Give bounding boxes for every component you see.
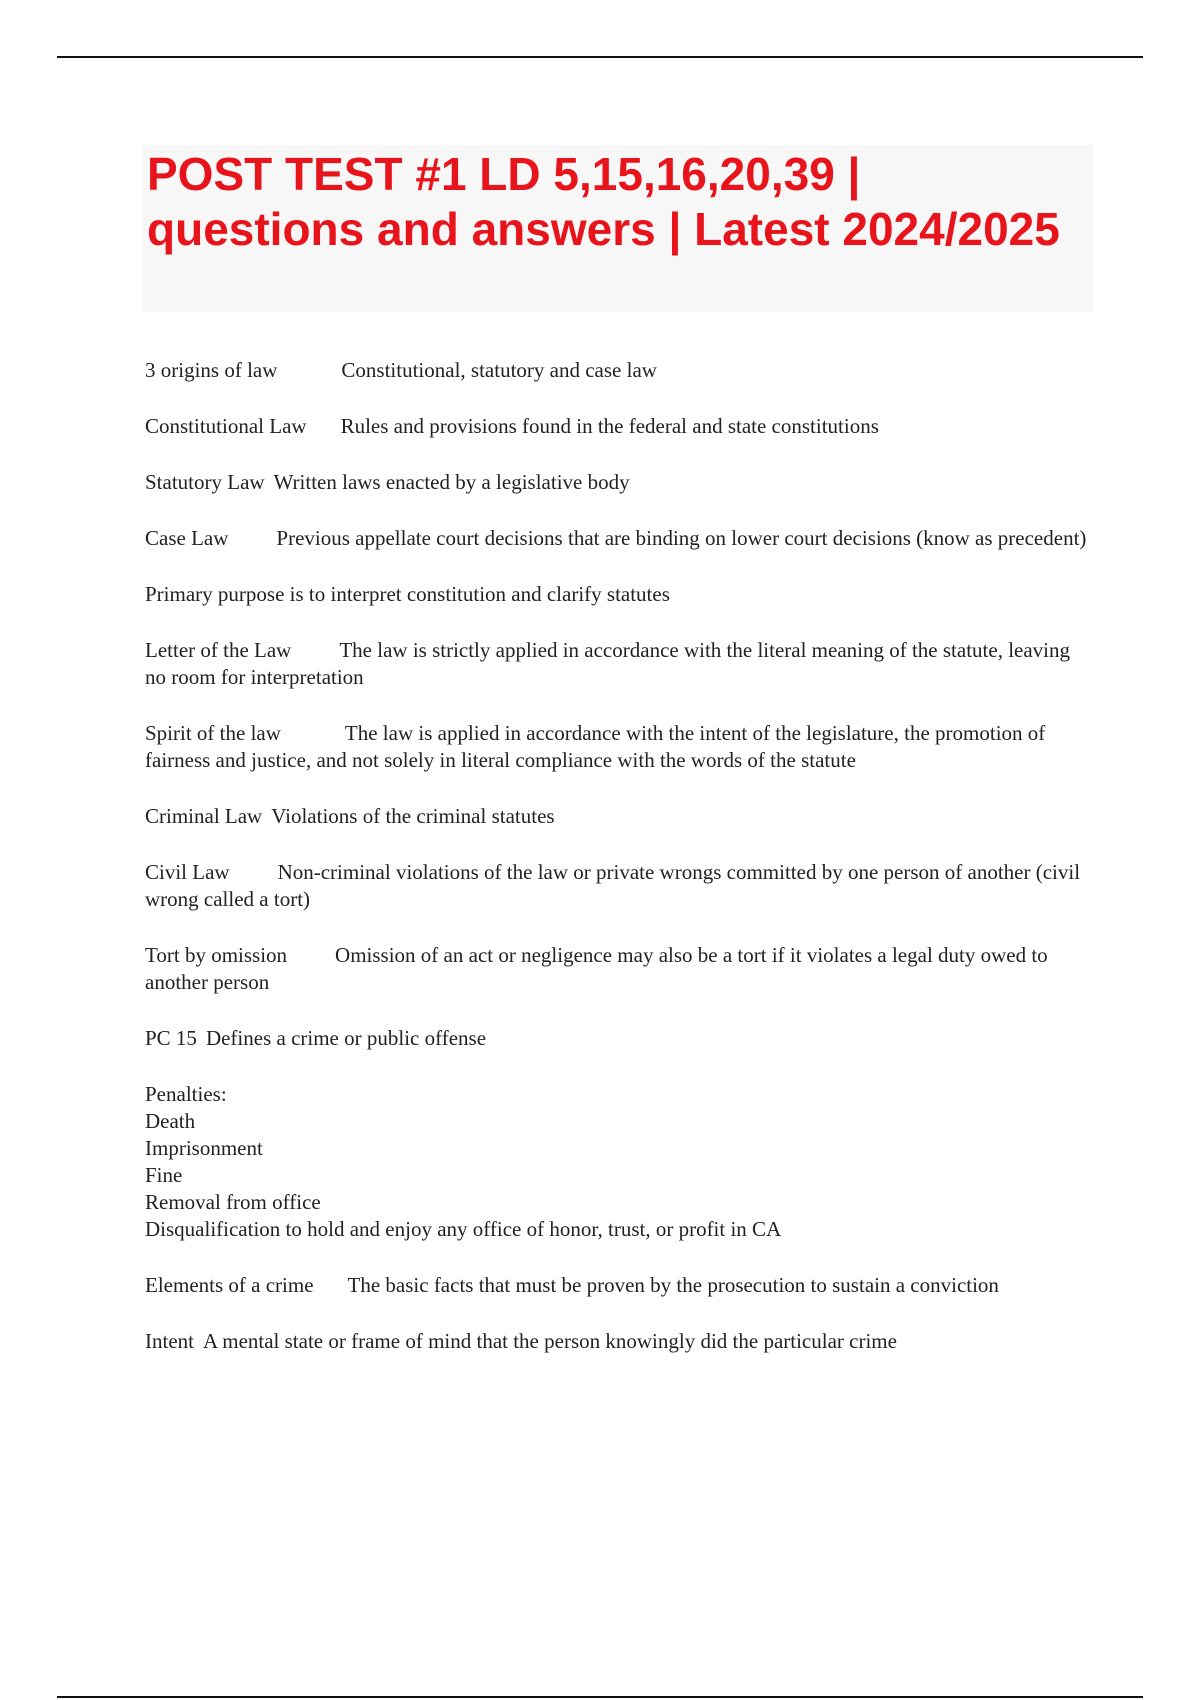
qa-entry [145,413,1095,440]
entry-definition: Violations of the criminal statutes [271,804,555,828]
entry-term: Case Law [145,526,229,550]
qa-content [145,357,1095,1384]
penalties-heading: Penalties: [145,1082,227,1106]
qa-entry [145,1272,1095,1299]
entry-definition: Previous appellate court decisions that are binding on lower court decisions (know as precedent) [276,526,1087,550]
entry-term: Constitutional Law [145,414,307,438]
qa-entry [145,859,1095,913]
bottom-rule [57,1696,1143,1698]
entry-term: Statutory Law [145,470,265,494]
entry-term: Civil Law [145,860,230,884]
entry-term: 3 origins of law [145,358,278,382]
qa-entry [145,720,1095,774]
qa-entry [145,581,1095,608]
qa-entry [145,525,1095,552]
entry-term: Tort by omission [145,943,288,967]
entry-definition: Defines a crime or public offense [205,1026,487,1050]
entry-definition: The law is applied in accordance with the intent of the legislature, the promotion of fairness and justice, and not solely in literal compliance with the words of the statute [145,721,1046,772]
title-box [143,145,1093,312]
entry-definition: Non-criminal violations of the law or private wrongs committed by one person of another (civil wrong called a tort) [145,860,1081,911]
penalty-item: Removal from office [145,1190,321,1214]
qa-entry [145,357,1095,384]
entry-term: Intent [145,1329,194,1353]
entry-term: Spirit of the law [145,721,281,745]
penalty-item: Imprisonment [145,1136,263,1160]
penalty-item: Disqualification to hold and enjoy any office of honor, trust, or profit in CA [145,1217,782,1241]
entry-term: PC 15 [145,1026,197,1050]
entry-definition: The law is strictly applied in accordance with the literal meaning of the statute, leaving no room for interpretation [145,638,1071,689]
qa-entry [145,1025,1095,1052]
penalty-item: Death [145,1109,196,1133]
qa-entry [145,803,1095,830]
qa-entry [145,942,1095,996]
document-title: POST TEST #1 LD 5,15,16,20,39 | questions and answers | Latest 2024/2025 [147,148,1060,255]
entry-term: Criminal Law [145,804,263,828]
entry-definition: Written laws enacted by a legislative body [273,470,630,494]
entry-term: Letter of the Law [145,638,292,662]
penalty-item: Fine [145,1163,183,1187]
qa-entry [145,637,1095,691]
entry-term: Elements of a crime [145,1273,314,1297]
top-rule [57,56,1143,58]
qa-entry [145,1328,1095,1355]
entry-text: Primary purpose is to interpret constitution and clarify statutes [145,582,670,606]
penalties-list [145,1081,1095,1243]
entry-definition: Rules and provisions found in the federal and state constitutions [340,414,879,438]
entry-definition: The basic facts that must be proven by the prosecution to sustain a conviction [347,1273,999,1297]
entry-definition: A mental state or frame of mind that the person knowingly did the particular crime [202,1329,897,1353]
qa-entry [145,469,1095,496]
entry-definition: Omission of an act or negligence may also be a tort if it violates a legal duty owed to another person [145,943,1048,994]
entry-definition: Constitutional, statutory and case law [341,358,657,382]
